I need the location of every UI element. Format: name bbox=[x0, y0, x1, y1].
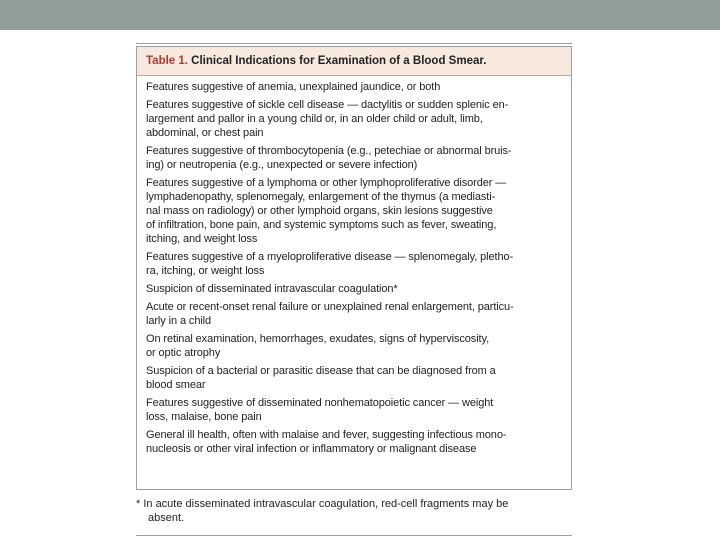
table-number: Table 1. bbox=[146, 55, 188, 67]
table-row-line: Acute or recent-onset renal failure or unexplained renal enlargement, particu- bbox=[146, 301, 514, 313]
table-row bbox=[146, 144, 571, 172]
table-row bbox=[146, 80, 571, 94]
table-row-line: Features suggestive of sickle cell disease — dactylitis or sudden splenic en- bbox=[146, 99, 509, 111]
table-row bbox=[146, 282, 571, 296]
table-row-line: itching, and weight loss bbox=[146, 233, 258, 245]
table-row-line: blood smear bbox=[146, 379, 206, 391]
table-row-line: Suspicion of disseminated intravascular coagulation* bbox=[146, 283, 398, 295]
table-title-bar bbox=[137, 47, 571, 76]
table-row-line: abdominal, or chest pain bbox=[146, 127, 264, 139]
table-row bbox=[146, 176, 571, 246]
bottom-rule bbox=[136, 535, 572, 536]
table-row-line: Features suggestive of anemia, unexplained jaundice, or both bbox=[146, 81, 441, 93]
table-row-line: ing) or neutropenia (e.g., unexpected or severe infection) bbox=[146, 159, 418, 171]
table-row-line: Features suggestive of thrombocytopenia (e.g., petechiae or abnormal bruis- bbox=[146, 145, 512, 157]
table-row-line: larly in a child bbox=[146, 315, 212, 327]
table-footnote bbox=[136, 497, 572, 525]
table-row-line: nal mass on radiology) or other lymphoid organs, skin lesions suggestive bbox=[146, 205, 493, 217]
table-row-line: loss, malaise, bone pain bbox=[146, 411, 262, 423]
table-row-line: Suspicion of a bacterial or parasitic disease that can be diagnosed from a bbox=[146, 365, 496, 377]
table-row-line: Features suggestive of a myeloproliferative disease — splenomegaly, pletho- bbox=[146, 251, 514, 263]
footnote-line-1: * In acute disseminated intravascular coagulation, red-cell fragments may be bbox=[136, 498, 509, 510]
footnote-line-2: absent. bbox=[148, 512, 185, 524]
table-row bbox=[146, 396, 571, 424]
table-row-line: ra, itching, or weight loss bbox=[146, 265, 265, 277]
table-row-line: or optic atrophy bbox=[146, 347, 221, 359]
top-banner bbox=[0, 0, 720, 30]
clinical-indications-table bbox=[136, 46, 572, 490]
table-row bbox=[146, 364, 571, 392]
table-row-line: largement and pallor in a young child or, in an older child or adult, limb, bbox=[146, 113, 483, 125]
table-row-line: General ill health, often with malaise and fever, suggesting infectious mono- bbox=[146, 429, 507, 441]
table-row-line: On retinal examination, hemorrhages, exudates, signs of hyperviscosity, bbox=[146, 333, 490, 345]
table-row-line: nucleosis or other viral infection or inflammatory or malignant disease bbox=[146, 443, 477, 455]
table-title: Clinical Indications for Examination of a Blood Smear. bbox=[191, 55, 487, 67]
table-row bbox=[146, 332, 571, 360]
table-row-line: of infiltration, bone pain, and systemic symptoms such as fever, sweating, bbox=[146, 219, 497, 231]
table-row-line: lymphadenopathy, splenomegaly, enlargement of the thymus (a mediasti- bbox=[146, 191, 496, 203]
table-rows bbox=[137, 76, 571, 456]
table-row bbox=[146, 250, 571, 278]
table-row-line: Features suggestive of a lymphoma or other lymphoproliferative disorder — bbox=[146, 177, 507, 189]
table-top-rule bbox=[136, 43, 572, 44]
table-row-line: Features suggestive of disseminated nonhematopoietic cancer — weight bbox=[146, 397, 494, 409]
table-row bbox=[146, 300, 571, 328]
table-row bbox=[146, 98, 571, 140]
table-row bbox=[146, 428, 571, 456]
